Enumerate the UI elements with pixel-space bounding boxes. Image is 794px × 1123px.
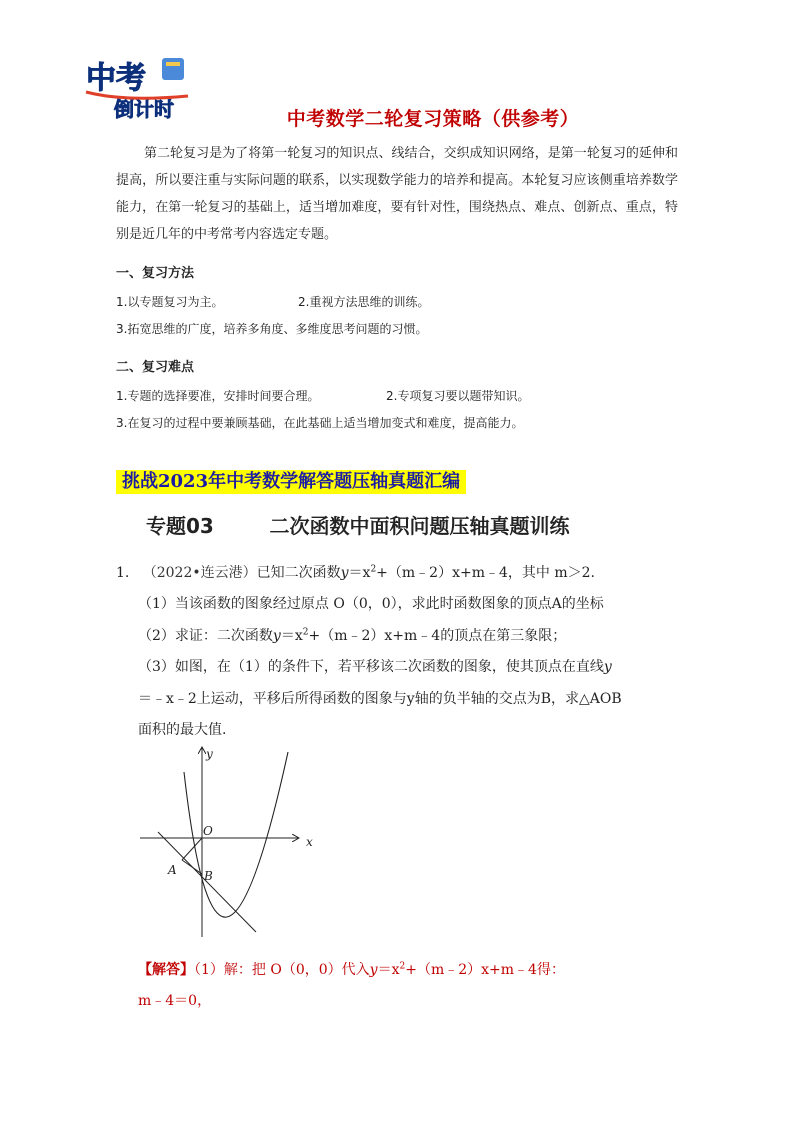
segment-ao xyxy=(182,838,202,860)
logo-text-2: 倒计时 xyxy=(114,97,174,121)
point-a-label: A xyxy=(168,863,177,877)
page-title: 中考数学二轮复习策略（供参考） xyxy=(286,108,580,130)
answer-line-1: 【解答】（1）解：把 O（0，0）代入$y=x^2+(m﹣2)x+m﹣4$得： xyxy=(138,961,565,978)
list-item: 2.专项复习要以题带知识。 xyxy=(386,389,530,403)
problem-part-3: （3）如图，在（1）的条件下，若平移该二次函数的图象，使其顶点在直线y xyxy=(138,659,612,675)
topic-heading: 专题03 二次函数中面积问题压轴真题训练 xyxy=(146,514,570,538)
list-item: 3.在复习的过程中要兼顾基础，在此基础上适当增加变式和难度，提高能力。 xyxy=(116,416,524,430)
problem-part-1: （1）当该函数的图象经过原点 O（0，0），求此时函数图象的顶点A的坐标 xyxy=(138,596,604,612)
problem-part-3-cont: ＝﹣x﹣2上运动，平移后所得函数的图象与y轴的负半轴的交点为B，求△AOB xyxy=(138,691,622,707)
logo-text-1: 中考 xyxy=(86,61,146,96)
list-item: 3.拓宽思维的广度，培养多角度、多维度思考问题的习惯。 xyxy=(116,322,428,336)
answer-line-2: m﹣4＝0， xyxy=(138,993,212,1009)
problem-stem: 1. （2022•连云港）已知二次函数$y=x^2+(m﹣2)x+m﹣4$，其中 m＞2. xyxy=(116,564,595,581)
logo-book-icon xyxy=(162,58,184,80)
parabola xyxy=(184,752,288,917)
point-b-label: B xyxy=(204,869,213,883)
origin-label: O xyxy=(203,824,213,838)
problem-part-3-end: 面积的最大值. xyxy=(138,722,227,738)
problem-part-2: （2）求证：二次函数$y=x^2+(m﹣2)x+m﹣4$的顶点在第三象限； xyxy=(138,627,567,644)
section-heading-difficulties: 二、复习难点 xyxy=(116,360,195,375)
section-heading-methods: 一、复习方法 xyxy=(116,266,195,281)
intro-paragraph: 第二轮复习是为了将第一轮复习的知识点、线结合，交织成知识网络，是第一轮复习的延伸和提高，所以要注重与实际问题的联系，以实现数学能力的培养和提高。本轮复习应该侧重培养数学能力，在第一轮复习的基础上，适当增加难度，要有针对性，围绕热点、难点、创新点、重点，特别是近几年的中考常考内容选定专题。 xyxy=(116,146,678,242)
y-axis-label: y xyxy=(206,747,213,761)
x-axis-label: x xyxy=(306,835,313,849)
banner-heading: 挑战2023年中考数学解答题压轴真题汇编 xyxy=(116,470,466,494)
function-graph xyxy=(138,742,328,942)
list-item: 2.重视方法思维的训练。 xyxy=(298,295,430,309)
list-item: 1.专题的选择要准，安排时间要合理。 xyxy=(116,389,320,403)
list-item: 1.以专题复习为主。 xyxy=(116,295,224,309)
